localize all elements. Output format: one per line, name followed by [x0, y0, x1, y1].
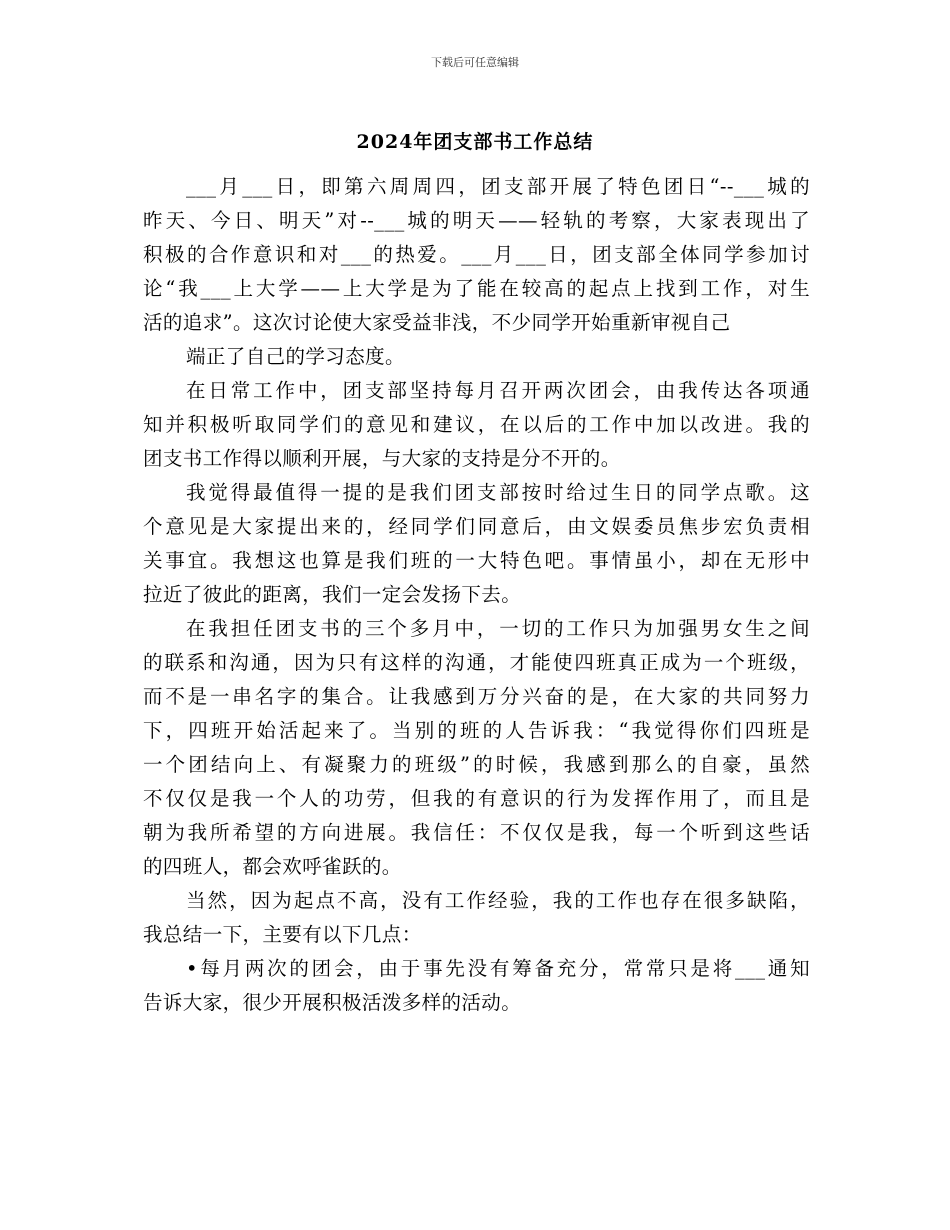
- body-line: 的联系和沟通，因为只有这样的沟通，才能使四班真正成为一个班级，: [143, 651, 810, 674]
- body-line: 的四班人，都会欢呼雀跃的。: [143, 855, 402, 878]
- body-line: 告诉大家，很少开展积极活泼多样的活动。: [143, 991, 522, 1014]
- body-line: 下，四班开始活起来了。当别的班的人告诉我：“我觉得你们四班是: [143, 719, 810, 742]
- body-line: 我觉得最值得一提的是我们团支部按时给过生日的同学点歌。这: [186, 481, 810, 504]
- body-line: 个意见是大家提出来的，经同学们同意后，由文娱委员焦步宏负责相: [143, 515, 810, 538]
- body-line: 活的追求”。这次讨论使大家受益非浅，不少同学开始重新审视自己: [143, 311, 731, 334]
- body-line: 昨天、今日、明天”对--___城的明天——轻轨的考察，大家表现出了: [143, 209, 810, 232]
- body-line: 论“我___上大学——上大学是为了能在较高的起点上找到工作，对生: [143, 277, 810, 300]
- body-line: 当然，因为起点不高，没有工作经验，我的工作也存在很多缺陷，: [186, 889, 810, 912]
- body-line: 而不是一串名字的集合。让我感到万分兴奋的是，在大家的共同努力: [143, 685, 810, 708]
- body-line: 端正了自己的学习态度。: [186, 345, 405, 368]
- body-line: 我总结一下，主要有以下几点：: [143, 923, 422, 946]
- body-line: 知并积极听取同学们的意见和建议，在以后的工作中加以改进。我的: [143, 413, 810, 436]
- body-line: 在日常工作中，团支部坚持每月召开两次团会，由我传达各项通: [186, 379, 810, 402]
- body-line: 关事宜。我想这也算是我们班的一大特色吧。事情虽小，却在无形中: [143, 549, 810, 572]
- body-line: 积极的合作意识和对___的热爱。___月___日，团支部全体同学参加讨: [143, 243, 810, 266]
- body-line: 在我担任团支书的三个多月中，一切的工作只为加强男女生之间: [186, 617, 810, 640]
- body-line: 团支书工作得以顺利开展，与大家的支持是分不开的。: [143, 447, 621, 470]
- body-line: ___月___日，即第六周周四，团支部开展了特色团日“--___城的: [186, 175, 810, 198]
- body-line: •每月两次的团会，由于事先没有筹备充分，常常只是将___通知: [186, 957, 810, 980]
- document-body: [143, 170, 810, 1020]
- document-title: 2024年团支部书工作总结: [356, 131, 594, 153]
- body-line: 不仅仅是我一个人的功劳，但我的有意识的行为发挥作用了，而且是: [143, 787, 810, 810]
- body-line: 朝为我所希望的方向进展。我信任：不仅仅是我，每一个听到这些话: [143, 821, 810, 844]
- header-note: 下载后可任意编辑: [431, 56, 519, 69]
- body-line: 一个团结向上、有凝聚力的班级”的时候，我感到那么的自豪，虽然: [143, 753, 810, 776]
- body-line: 拉近了彼此的距离，我们一定会发扬下去。: [143, 583, 522, 606]
